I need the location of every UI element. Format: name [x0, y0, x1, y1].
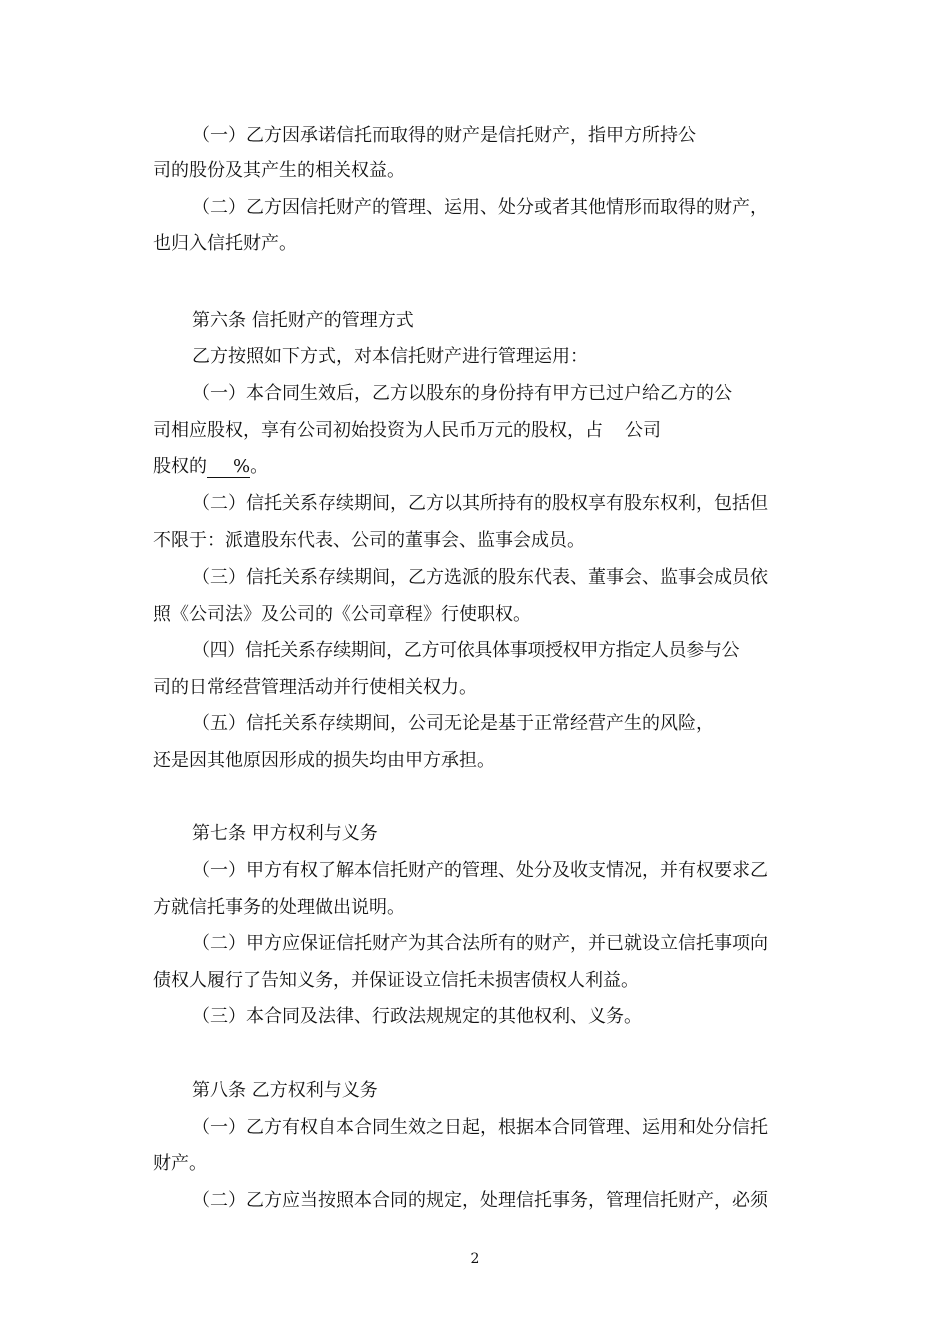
sec5-p2-text-a: （二）乙方因信托财产的管理、运用、处分或者其他情形而取得的财产，: [192, 197, 768, 218]
sec6-heading-text: 第六条 信托财产的管理方式: [192, 310, 414, 331]
sec8-p1-line1: [0, 1116, 950, 1140]
sec6-p1-text-d: 公司初始投资为人民币: [297, 420, 477, 441]
sec8-p2-line1: [0, 1189, 950, 1213]
sec6-p4-text-a: （四）信托关系存续期间，乙方可依具体事项授权甲方指定人员参与: [192, 640, 722, 661]
sec6-p5-line1: [0, 712, 950, 736]
sec7-heading-text: 第七条 甲方权利与义务: [192, 823, 378, 844]
sec6-p1-line2: [0, 419, 950, 443]
sec6-p2-text-c: 公司的董事会、监事会成员。: [351, 530, 585, 551]
sec6-p2-text-b: 不限于：派遣股东代表、: [153, 530, 351, 551]
sec6-p2-text-a: （二）信托关系存续期间，乙方以其所持有的股权享有股东权利，包括但: [192, 493, 768, 514]
sec6-p5-text-a: （五）信托关系存续期间，: [192, 713, 408, 734]
sec6-p1-text-e: 万元的股权，占: [477, 420, 603, 441]
sec7-p3-text: （三）本合同及法律、行政法规规定的其他权利、义务。: [192, 1006, 642, 1027]
sec6-p1-text-g: 股权的: [153, 456, 207, 477]
sec5-p1-text-a: （一）乙方因承诺信托而取得的财产是信托财产，指甲方所持: [192, 125, 678, 146]
sec5-p2-line2: [0, 232, 950, 256]
sec8-p1-line2: [0, 1152, 950, 1176]
sec7-heading: [0, 822, 950, 846]
sec7-p1-text-b: 方就信托事务的处理做出说明。: [153, 897, 405, 918]
sec6-p5-text-c: 还是因其他原因形成的损失均由甲方承担。: [153, 750, 495, 771]
sec6-p5-line2: [0, 749, 950, 773]
sec6-p4-text-c: 司的日常经营管理活动并行使相关权力。: [153, 677, 477, 698]
sec6-p1-line1: [0, 382, 950, 406]
sec6-p3-text-c: 公司的《公司章程》行使职权。: [279, 604, 531, 625]
sec8-p1-text-b: 财产。: [153, 1153, 207, 1174]
sec6-p3-text-a: （三）信托关系存续期间，乙方选派的股东代表、董事会、监事会成员依: [192, 567, 768, 588]
sec6-p3-line1: [0, 566, 950, 590]
sec6-p2-line1: [0, 492, 950, 516]
sec8-heading: [0, 1079, 950, 1103]
sec7-p1-line1: [0, 859, 950, 883]
sec6-p4-line1: [0, 639, 950, 663]
sec6-p5-text-b: 公司无论是基于正常经营产生的风险，: [408, 713, 714, 734]
sec5-p1-line2: [0, 159, 950, 183]
sec6-p4-line2: [0, 676, 950, 700]
page-number: 2: [470, 1251, 480, 1267]
sec5-p2-line1: [0, 196, 950, 220]
sec6-p3-text-b: 照《公司法》及: [153, 604, 279, 625]
sec6-p1-text-b: 公: [714, 383, 732, 404]
sec6-p1-line3: [0, 455, 950, 479]
sec5-p1-line1: [0, 124, 950, 148]
sec6-p4-text-b: 公: [721, 640, 740, 661]
sec7-p1-line2: [0, 896, 950, 920]
sec6-intro: [0, 345, 950, 369]
blank-percentage: %: [207, 456, 250, 478]
sec6-p2-line2: [0, 529, 950, 553]
sec8-p2-text-a: （二）乙方应当按照本合同的规定，处理信托事务，管理信托财产，必须: [192, 1190, 768, 1211]
sec7-p1-text-a: （一）甲方有权了解本信托财产的管理、处分及收支情况，并有权要求乙: [192, 860, 768, 881]
sec6-p1-text-f: 公司: [625, 420, 661, 441]
sec6-heading: [0, 309, 950, 333]
sec5-p1-text-b: 公: [678, 125, 696, 146]
sec7-p2-text-a: （二）甲方应保证信托财产为其合法所有的财产，并已就设立信托事项向: [192, 933, 768, 954]
sec7-p2-text-b: 债权人履行了告知义务，并保证设立信托未损害债权人利益。: [153, 970, 639, 991]
sec7-p2-line1: [0, 932, 950, 956]
sec6-intro-text: 乙方按照如下方式，对本信托财产进行管理运用：: [192, 346, 588, 367]
sec7-p3-line1: [0, 1005, 950, 1029]
sec5-p2-text-b: 也归入信托财产。: [153, 233, 297, 254]
sec6-p1-text-c: 司相应股权，享有: [153, 420, 297, 441]
sec6-p3-line2: [0, 603, 950, 627]
sec6-p1-text-a: （一）本合同生效后，乙方以股东的身份持有甲方已过户给乙方的: [192, 383, 714, 404]
sec6-p1-text-h: 。: [250, 456, 269, 477]
sec8-p1-text-a: （一）乙方有权自本合同生效之日起，根据本合同管理、运用和处分信托: [192, 1117, 768, 1138]
sec5-p1-text-c: 司的股份及其产生的相关权益。: [153, 160, 405, 181]
sec7-p2-line2: [0, 969, 950, 993]
sec8-heading-text: 第八条 乙方权利与义务: [192, 1080, 378, 1101]
